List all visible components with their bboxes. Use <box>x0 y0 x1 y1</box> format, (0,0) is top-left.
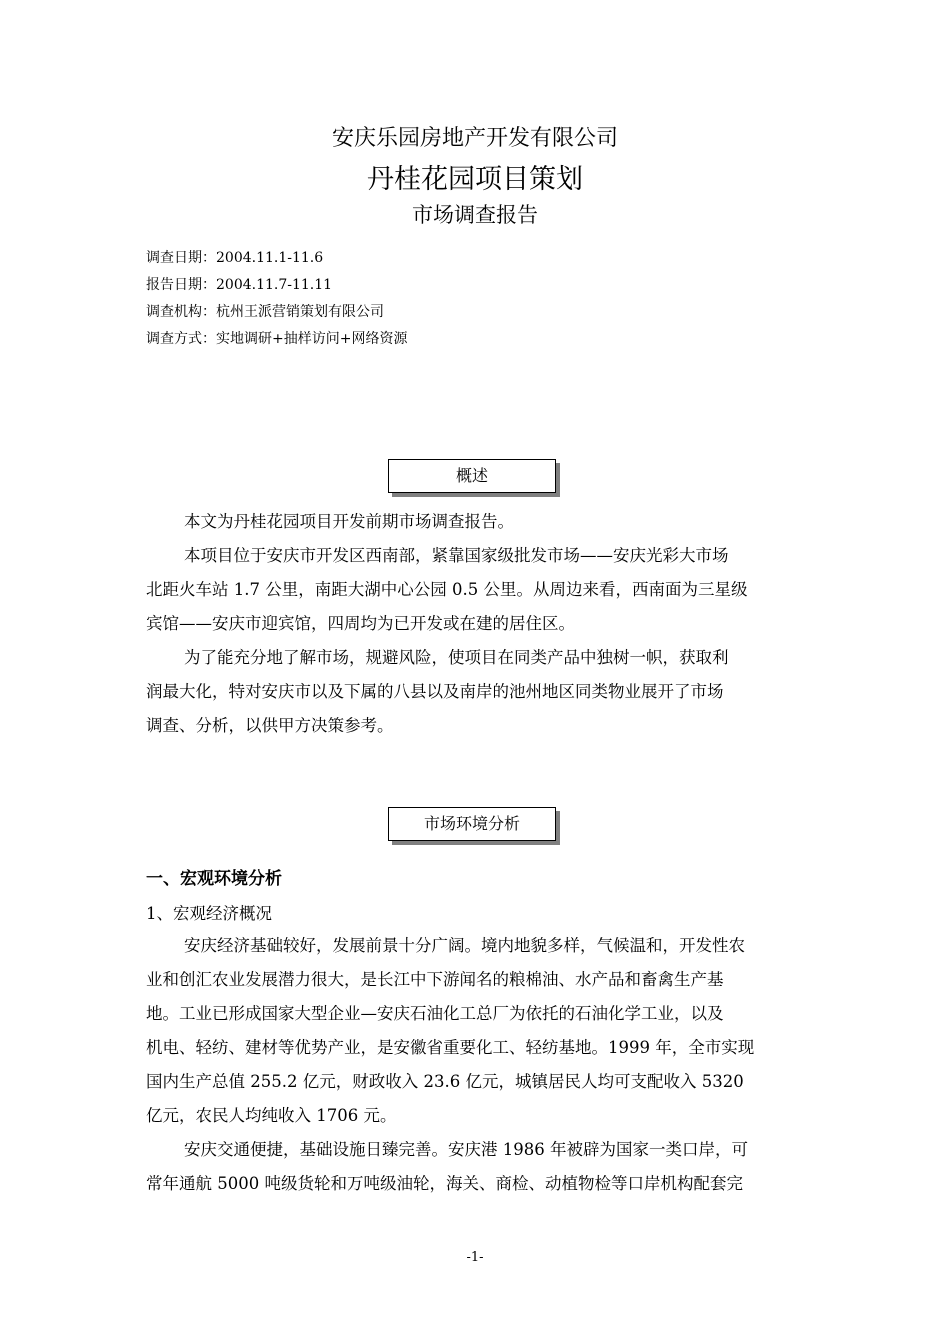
overview-line: 宾馆——安庆市迎宾馆，四周均为已开发或在建的居住区。 <box>146 614 575 633</box>
market-line: 亿元，农民人均纯收入 1706 元。 <box>146 1106 397 1125</box>
market-line: 常年通航 5000 吨级货轮和万吨级油轮，海关、商检、动植物检等口岸机构配套完 <box>146 1174 743 1193</box>
survey-org: 调查机构：杭州王派营销策划有限公司 <box>146 304 384 320</box>
survey-method: 调查方式：实地调研+抽样访问+网络资源 <box>146 331 408 347</box>
report-title: 市场调查报告 <box>412 203 538 227</box>
market-section-box: 市场环境分析 <box>388 807 556 841</box>
report-date: 报告日期：2004.11.7-11.11 <box>146 277 333 293</box>
overview-paragraph <box>146 505 806 743</box>
overview-line: 北距火车站 1.7 公里，南距大湖中心公园 0.5 公里。从周边来看，西南面为三星级 <box>146 580 748 599</box>
overview-line: 本项目位于安庆市开发区西南部，紧靠国家级批发市场——安庆光彩大市场 <box>184 546 729 565</box>
overview-section-box: 概述 <box>388 459 556 493</box>
page-number: -1- <box>466 1250 484 1265</box>
overview-line: 润最大化，特对安庆市以及下属的八县以及南岸的池州地区同类物业展开了市场 <box>146 682 724 701</box>
market-line: 安庆交通便捷，基础设施日臻完善。安庆港 1986 年被辟为国家一类口岸，可 <box>184 1140 748 1159</box>
market-line: 机电、轻纺、建材等优势产业，是安徽省重要化工、轻纺基地。1999 年，全市实现 <box>146 1038 755 1057</box>
market-line: 地。工业已形成国家大型企业—安庆石油化工总厂为依托的石油化学工业，以及 <box>146 1004 724 1023</box>
market-line: 安庆经济基础较好，发展前景十分广阔。境内地貌多样，气候温和，开发性农 <box>184 936 745 955</box>
market-line: 业和创汇农业发展潜力很大，是长江中下游闻名的粮棉油、水产品和畜禽生产基 <box>146 970 724 989</box>
survey-date: 调查日期：2004.11.1-11.6 <box>146 250 324 266</box>
company-name: 安庆乐园房地产开发有限公司 <box>331 126 618 151</box>
overview-line: 为了能充分地了解市场，规避风险，使项目在同类产品中独树一帜，获取利 <box>184 648 729 667</box>
overview-line: 调查、分析，以供甲方决策参考。 <box>146 716 394 735</box>
market-line: 国内生产总值 255.2 亿元，财政收入 23.6 亿元，城镇居民人均可支配收入 5320 <box>146 1072 744 1091</box>
section-heading: 一、宏观环境分析 <box>146 869 282 889</box>
overview-line: 本文为丹桂花园项目开发前期市场调查报告。 <box>184 512 514 531</box>
sub-heading: 1、宏观经济概况 <box>146 904 272 923</box>
project-title: 丹桂花园项目策划 <box>367 164 583 195</box>
market-paragraph <box>146 929 806 1201</box>
